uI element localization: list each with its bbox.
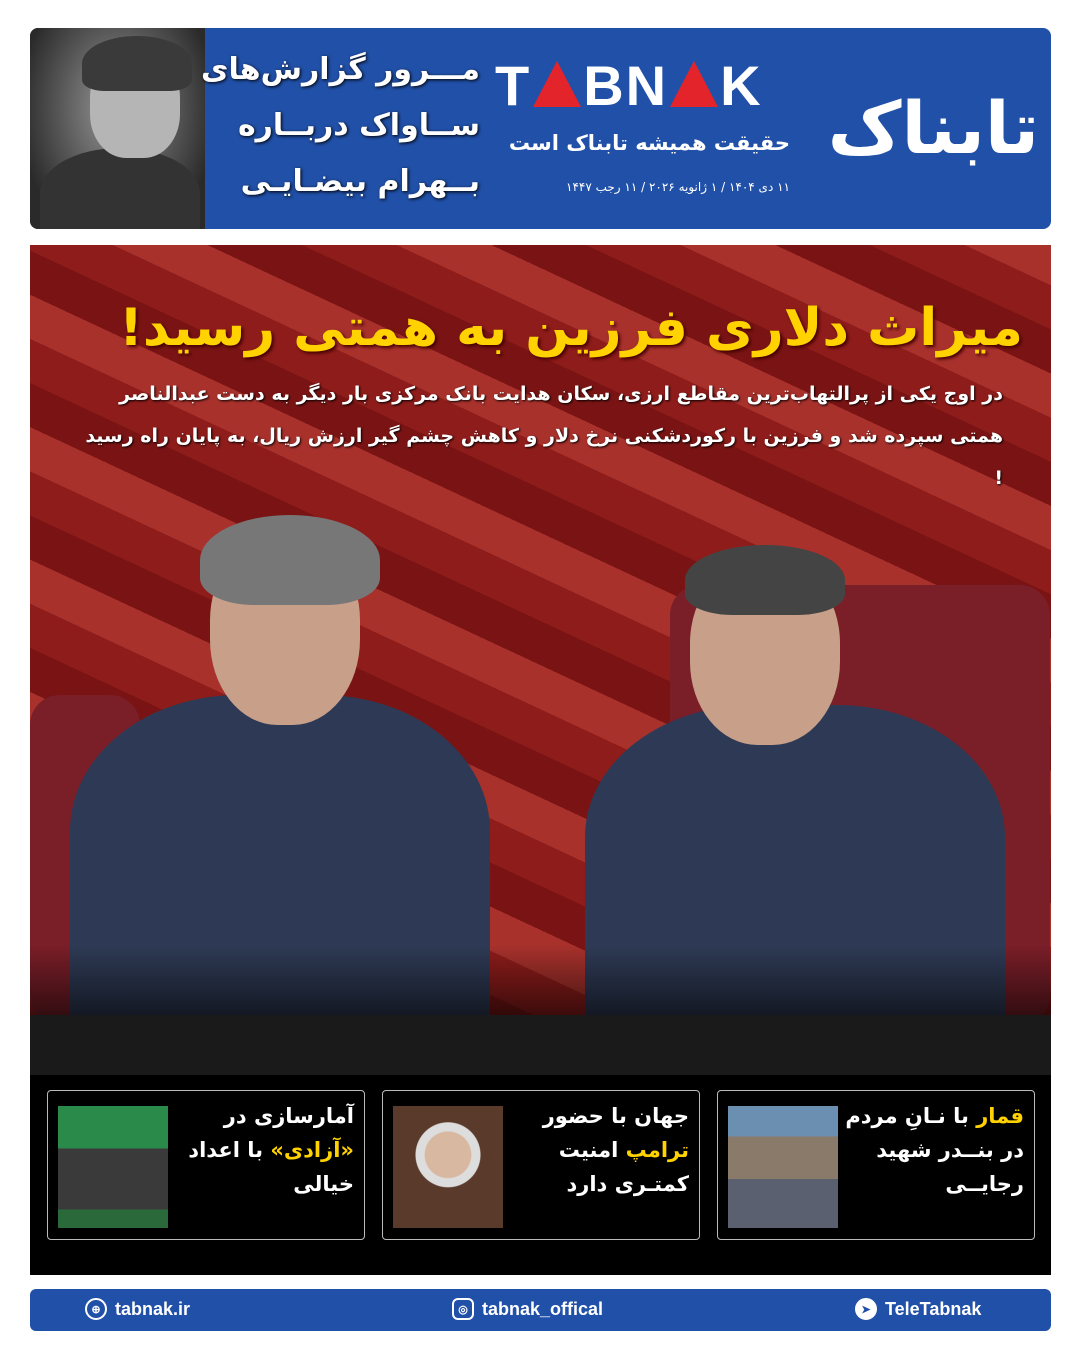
globe-icon: ⊕ [85,1298,107,1320]
instagram-icon: ◎ [452,1298,474,1320]
story-card-port[interactable]: قمار با نـانِ مردم در بنــدر شهید رجایــی [717,1090,1035,1240]
telegram-link[interactable]: ➤ TeleTabnak [855,1298,981,1320]
masthead [30,28,1051,229]
story-card-azadi[interactable]: آمارسازی در «آزادی» با اعداد خیالی [47,1090,365,1240]
issue-date: ۱۱ دی ۱۴۰۴ / ۱ ژانویه ۲۰۲۶ / ۱۱ رجب ۱۴۴۷ [566,180,790,194]
cover-story [30,245,1051,1275]
stadium-photo [58,1106,168,1228]
logo-latin: T BN K [495,54,763,117]
website-link[interactable]: ⊕ tabnak.ir [85,1298,190,1320]
feature-line: بــهرام بیضـایـی [240,164,480,199]
feature-line: ســاواک دربــاره [237,108,480,143]
lead-paragraph: در اوج یکی از پرالتهاب‌ترین مقاطع ارزی، سکان هدایت بانک مرکزی بار دیگر به دست عبدالناصر همتی سپرده شد و فرزین با رکوردشکنی نرخ دلار و کاهش چشم گیر ارزش ریال، به پایان راه رسید ! [85,383,1003,489]
telegram-icon: ➤ [855,1298,877,1320]
portrait-photo [393,1106,503,1228]
footer-bar [30,1289,1051,1331]
story-card-trump[interactable]: جهان با حضور ترامپ امنیت کمتـری دارد [382,1090,700,1240]
feature-title[interactable] [170,42,480,210]
slogan: حقیقت همیشه تابناک است [508,131,790,155]
instagram-link[interactable]: ◎ tabnak_offical [452,1298,603,1320]
headline[interactable]: میراث دلاری فرزین به همتی رسید! [119,298,1023,358]
port-photo [728,1106,838,1228]
feature-line: مـــرور گزارش‌های [201,52,480,87]
logo-persian: تابناک [827,86,1039,170]
